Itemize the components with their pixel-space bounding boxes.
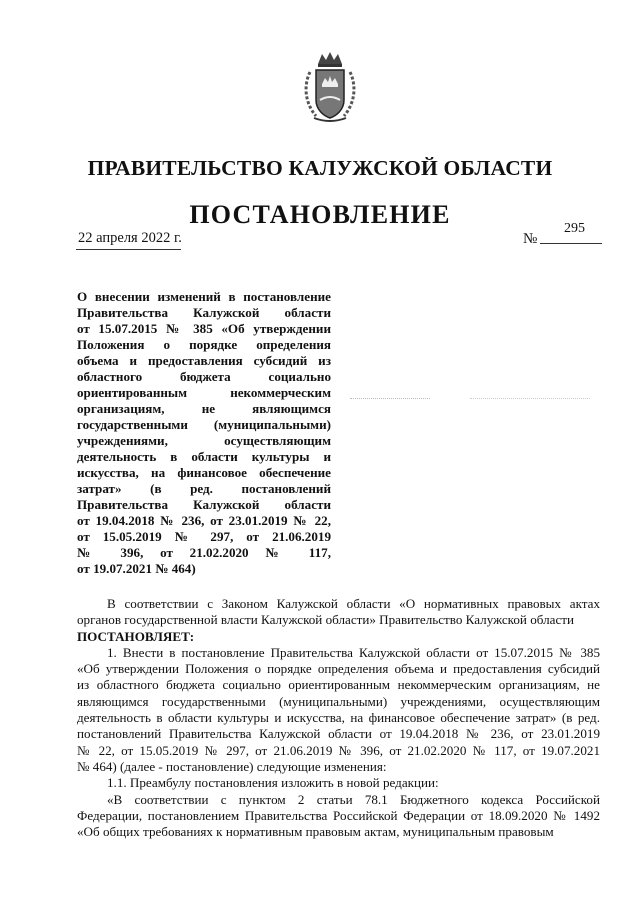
subject-line: искусства, на финансовое обеспечение <box>77 465 331 480</box>
subject-line: Правительства Калужской области <box>77 305 331 320</box>
number-sign: № <box>523 231 538 247</box>
text-line: «Об утверждении Положения о порядке определения объема и предоставления субсидий <box>77 661 600 677</box>
text-line: «В соответствии с пунктом 2 статьи 78.1 Бюджетного кодекса Российской <box>107 791 600 807</box>
text-line: 1. Внести в постановление Правительства Калужской области от 15.07.2015 № 385 <box>107 644 600 660</box>
number-underline <box>540 243 602 244</box>
subject-line: государственными (муниципальными) <box>77 417 331 432</box>
subject-line: от 19.04.2018 № 236, от 23.01.2019 № 22, <box>77 513 331 528</box>
text-line: № 464) (далее - постановление) следующие изменения: <box>77 758 387 774</box>
subject-line: от 15.05.2019 № 297, от 21.06.2019 <box>77 529 331 544</box>
text-line: В соответствии с Законом Калужской области «О нормативных правовых актах <box>107 596 600 611</box>
scan-artifact-line <box>350 398 430 399</box>
subject-line: затрат» (в ред. постановлений <box>77 481 331 496</box>
text-line: 1.1. Преамбулу постановления изложить в новой редакции: <box>107 775 439 791</box>
subject-line: объема и предоставления субсидий из <box>77 353 331 368</box>
text-line: являющимся государственными (муниципальными) учреждениями, осуществляющим <box>77 693 600 709</box>
text-line: ПОСТАНОВЛЯЕТ: <box>77 628 195 644</box>
subject-line: областного бюджета социально <box>77 369 331 384</box>
government-title: ПРАВИТЕЛЬСТВО КАЛУЖСКОЙ ОБЛАСТИ <box>87 156 553 180</box>
subject-line: Правительства Калужской области <box>77 497 331 512</box>
document-date: 22 апреля 2022 г. <box>78 230 182 246</box>
text-line: № 22, от 15.05.2019 № 297, от 21.06.2019 № 396, от 21.02.2020 № 117, от 19.07.2021 <box>77 742 600 758</box>
subject-line: О внесении изменений в постановление <box>77 289 331 304</box>
quote-paragraph <box>77 792 600 841</box>
subject-line: от 19.07.2021 № 464) <box>77 561 196 576</box>
subject-line: Положения о порядке определения <box>77 337 331 352</box>
item-1-paragraph <box>77 645 600 775</box>
subject-line: от 15.07.2015 № 385 «Об утверждении <box>77 321 331 336</box>
document-number: 295 <box>564 221 585 236</box>
text-line: «Об общих требованиях к нормативным правовым актам, муниципальным правовым <box>77 824 554 840</box>
coat-of-arms-emblem <box>300 50 360 126</box>
text-line: из областного бюджета социально ориентированным некоммерческим организациям, не <box>77 677 600 693</box>
subject-line: учреждениями, осуществляющим <box>77 433 331 448</box>
item-1-1-paragraph <box>77 775 600 791</box>
subject-line: ориентированным некоммерческим <box>77 385 331 400</box>
resolves-heading <box>77 629 600 645</box>
subject-line: организациям, не являющимся <box>77 401 331 416</box>
document-body <box>77 596 600 840</box>
text-line: органов государственной власти Калужской области» Правительство Калужской области <box>77 612 574 628</box>
text-line: постановлений Правительства Калужской области от 19.04.2018 № 236, от 23.01.2019 <box>77 726 600 742</box>
preamble-paragraph <box>77 596 600 629</box>
text-line: Федерации, постановлением Правительства Российской Федерации от 18.09.2020 № 1492 <box>77 807 600 823</box>
document-type-title: ПОСТАНОВЛЕНИЕ <box>189 200 451 229</box>
subject-line: № 396, от 21.02.2020 № 117, <box>77 545 331 560</box>
text-line: деятельность в области культуры и искусства, на финансовое обеспечение затрат» (в ред. <box>77 710 600 726</box>
subject-line: деятельность в области культуры и <box>77 449 331 464</box>
scan-artifact-line <box>470 398 590 399</box>
date-underline <box>76 249 181 250</box>
subject-block <box>77 289 331 577</box>
